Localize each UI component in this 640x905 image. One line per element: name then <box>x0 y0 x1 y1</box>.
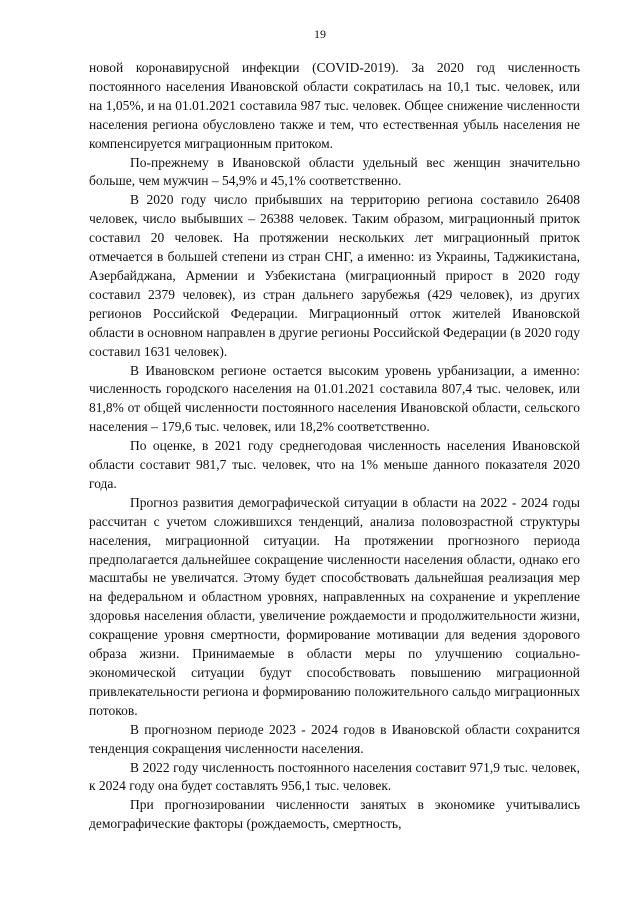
paragraph-forecast-trend: В прогнозном периоде 2023 - 2024 годов в Ивановской области сохранится тенденция сокращения численности населения. <box>89 721 580 756</box>
paragraph-forecast: Прогноз развития демографической ситуации в области на 2022 - 2024 годы рассчитан с учетом сложившихся тенденций, анализа половозрастной структуры населения, миграционной ситуации. На протяжении прогнозного периода предполагается дальнейшее сокращение численности населения области, однако его масштабы не увеличатся. Этому будет способствовать дальнейшая реализация мер на федеральном и областном уровнях, направленных на сохранение и укрепление здоровья населения области, увеличение рождаемости и продолжительности жизни, сокращение уровня смертности, формирование мотивации для ведения здорового образа жизни. Принимаемые в области меры по улучшению социально-экономической ситуации будут способствовать повышению миграционной привлекательности региона и формированию положительного сальдо миграционных потоков. <box>89 494 580 718</box>
paragraph-urbanization: В Ивановском регионе остается высоким уровень урбанизации, а именно: численность городского населения на 01.01.2021 составила 807,4 тыс. человек, или 81,8% от общей численности постоянного населения Ивановской области, сельского населения – 179,6 тыс. человек, или 18,2% соответственно. <box>89 362 580 435</box>
paragraph-employment-forecast: При прогнозировании численности занятых в экономике учитывались демографические факторы (рождаемость, смертность, <box>89 797 580 832</box>
paragraph-gender-ratio: По-прежнему в Ивановской области удельный вес женщин значительно больше, чем мужчин – 54,9% и 45,1% соответственно. <box>89 154 580 189</box>
paragraph-migration: В 2020 году число прибывших на территорию региона составило 26408 человек, число выбывших – 26388 человек. Таким образом, миграционный приток составил 20 человек. На протяжении нескольких лет миграционный приток отмечается в большей степени из стран СНГ, а именно: из Украины, Таджикистана, Азербайджана, Армении и Узбекистана (миграционный прирост в 2020 году составил 2379 человек), из стран дальнего зарубежья (429 человек), из других регионов Российской Федерации. Миграционный отток жителей Ивановской области в основном направлен в другие регионы Российской Федерации (в 2020 году составил 1631 человек). <box>89 192 580 359</box>
document-body <box>89 59 580 834</box>
page-number: 19 <box>314 27 326 41</box>
paragraph-2022-2024-population: В 2022 году численность постоянного населения составит 971,9 тыс. человек, к 2024 году она будет составлять 956,1 тыс. человек. <box>89 759 580 794</box>
paragraph-2021-estimate: По оценке, в 2021 году среднегодовая численность населения Ивановской области составит 981,7 тыс. человек, что на 1% меньше данного показателя 2020 года. <box>89 438 580 491</box>
paragraph-population-decline: новой коронавирусной инфекции (COVID-2019). За 2020 год численность постоянного населения Ивановской области сократилась на 10,1 тыс. человек, или на 1,05%, и на 01.01.2021 составила 987 тыс. человек. Общее снижение численности населения региона обусловлено также и тем, что естественная убыль населения не компенсируется миграционным притоком. <box>89 60 580 151</box>
